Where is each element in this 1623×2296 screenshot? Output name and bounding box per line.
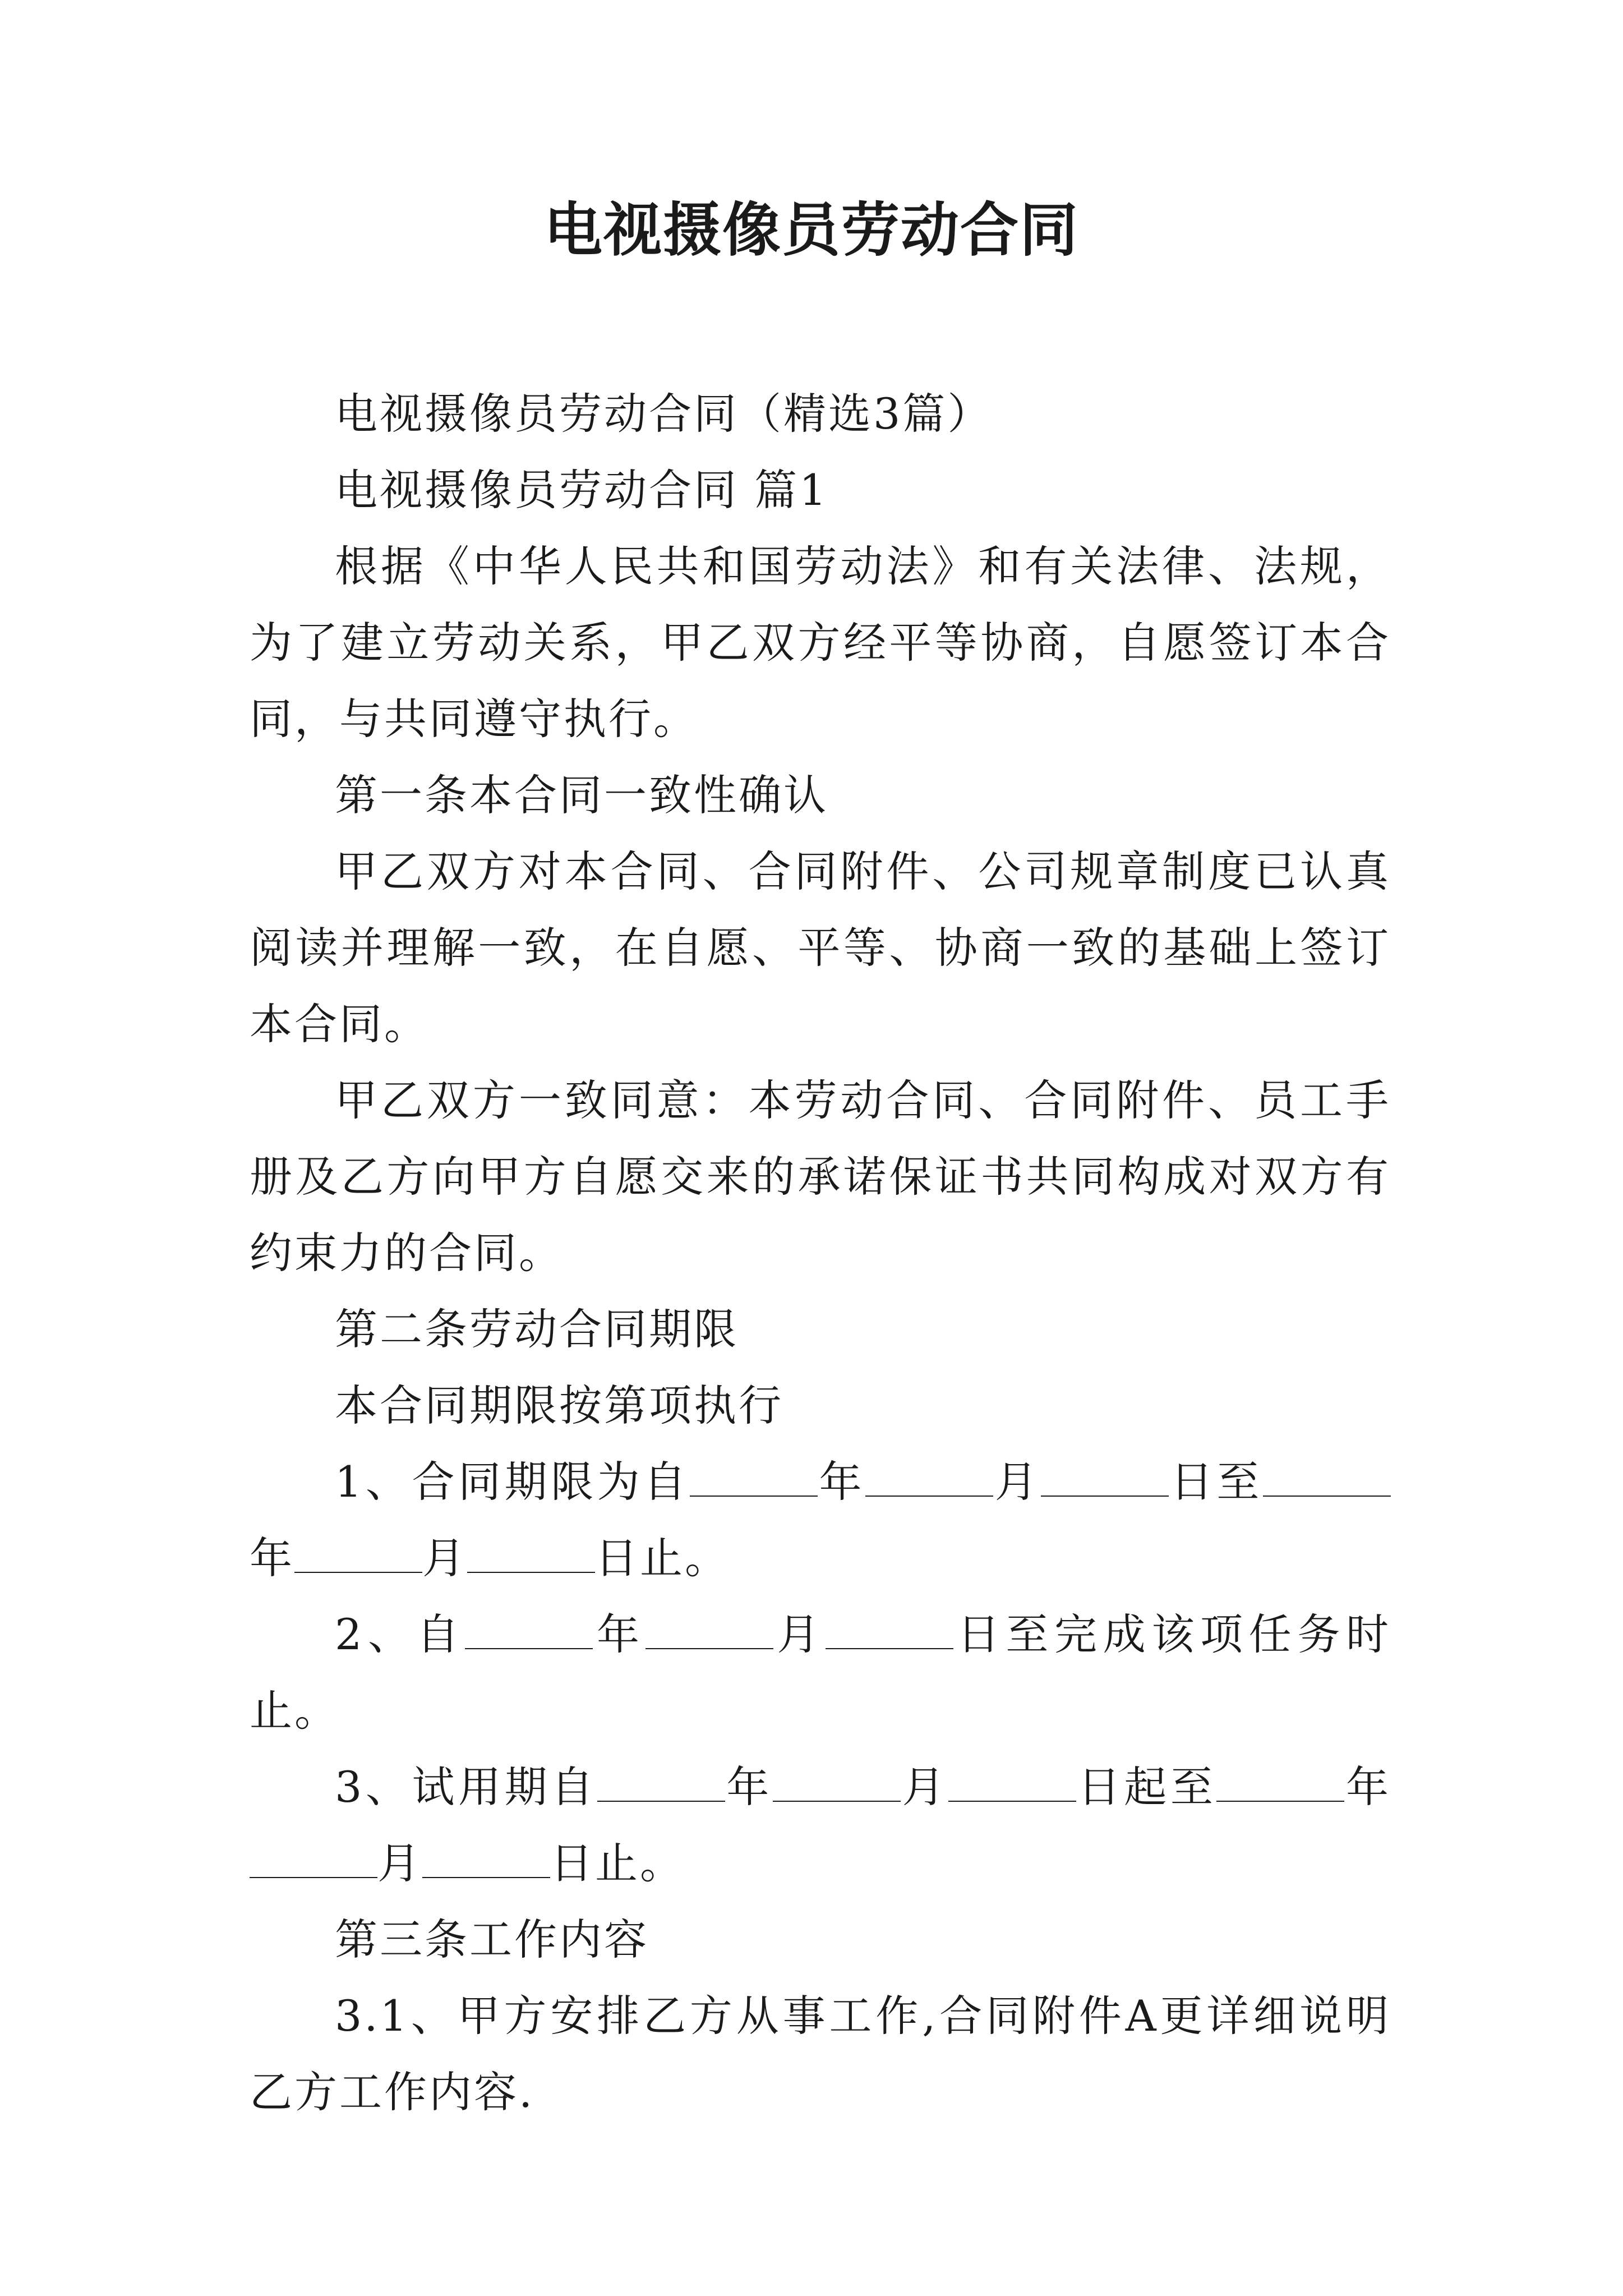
term-item-text: 月 <box>377 1838 422 1888</box>
term-item-text: 3、试用期自 <box>335 1762 597 1812</box>
term-item-text: 日至 <box>1169 1457 1264 1507</box>
section-heading-part-1: 电视摄像员劳动合同 篇1 <box>335 465 829 515</box>
term-item-text: 年 <box>593 1609 645 1659</box>
fill-in-blank <box>948 1767 1076 1802</box>
term-item-text: 月 <box>993 1457 1041 1507</box>
fill-in-blank <box>250 1843 377 1878</box>
article-2-heading: 第二条劳动合同期限 <box>335 1304 739 1354</box>
fill-in-blank <box>1263 1462 1391 1497</box>
fill-in-blank <box>1041 1462 1169 1497</box>
term-item-text: 月 <box>773 1609 826 1659</box>
fill-in-blank <box>1216 1767 1344 1802</box>
term-item-text: 年 <box>250 1533 294 1583</box>
fill-in-blank <box>690 1462 818 1497</box>
term-item-text: 年 <box>1344 1762 1391 1812</box>
term-item-text: 月 <box>422 1533 467 1583</box>
term-item-text: 1、合同期限为自 <box>335 1457 690 1507</box>
article-1-paragraph-1: 甲乙双方对本合同、合同附件、公司规章制度已认真阅读并理解一致，在自愿、平等、协商一致的基础上签订本合同。 <box>250 846 1391 1049</box>
term-item-text: 日起至 <box>1076 1762 1217 1812</box>
fill-in-blank <box>422 1843 550 1878</box>
fill-in-blank <box>467 1538 595 1573</box>
term-item-3 <box>250 1749 1391 1902</box>
fill-in-blank <box>865 1462 993 1497</box>
term-item-text: 月 <box>900 1762 949 1812</box>
term-item-text: 年 <box>817 1457 866 1507</box>
fill-in-blank <box>465 1614 593 1649</box>
article-1-heading: 第一条本合同一致性确认 <box>335 770 828 820</box>
article-1-paragraph-2: 甲乙双方一致同意：本劳动合同、合同附件、员工手册及乙方向甲方自愿交来的承诺保证书共同构成对双方有约束力的合同。 <box>250 1075 1391 1278</box>
article-3-heading: 第三条工作内容 <box>335 1915 649 1964</box>
fill-in-blank <box>597 1767 725 1802</box>
document-body <box>250 376 1391 2131</box>
fill-in-blank <box>645 1614 773 1649</box>
term-item-text: 日止。 <box>595 1533 730 1583</box>
fill-in-blank <box>294 1538 422 1573</box>
term-item-2 <box>250 1596 1391 1749</box>
article-3-clause-1: 3.1、甲方安排乙方从事工作,合同附件A更详细说明乙方工作内容. <box>250 1991 1391 2117</box>
term-item-text: 年 <box>725 1762 773 1812</box>
fill-in-blank <box>773 1767 901 1802</box>
fill-in-blank <box>826 1614 953 1649</box>
article-2-intro: 本合同期限按第项执行 <box>335 1381 783 1430</box>
term-item-1 <box>250 1444 1391 1596</box>
term-item-text: 日止。 <box>550 1838 685 1888</box>
preamble-paragraph: 根据《中华人民共和国劳动法》和有关法律、法规，为了建立劳动关系，甲乙双方经平等协商，自愿签订本合同，与共同遵守执行。 <box>250 541 1391 744</box>
term-item-text: 2、自 <box>335 1609 465 1659</box>
term-item-text: 日至完成该项任务时止。 <box>250 1609 1391 1736</box>
subtitle-paragraph: 电视摄像员劳动合同（精选3篇） <box>335 389 993 439</box>
document-title: 电视摄像员劳动合同 <box>543 196 1079 264</box>
